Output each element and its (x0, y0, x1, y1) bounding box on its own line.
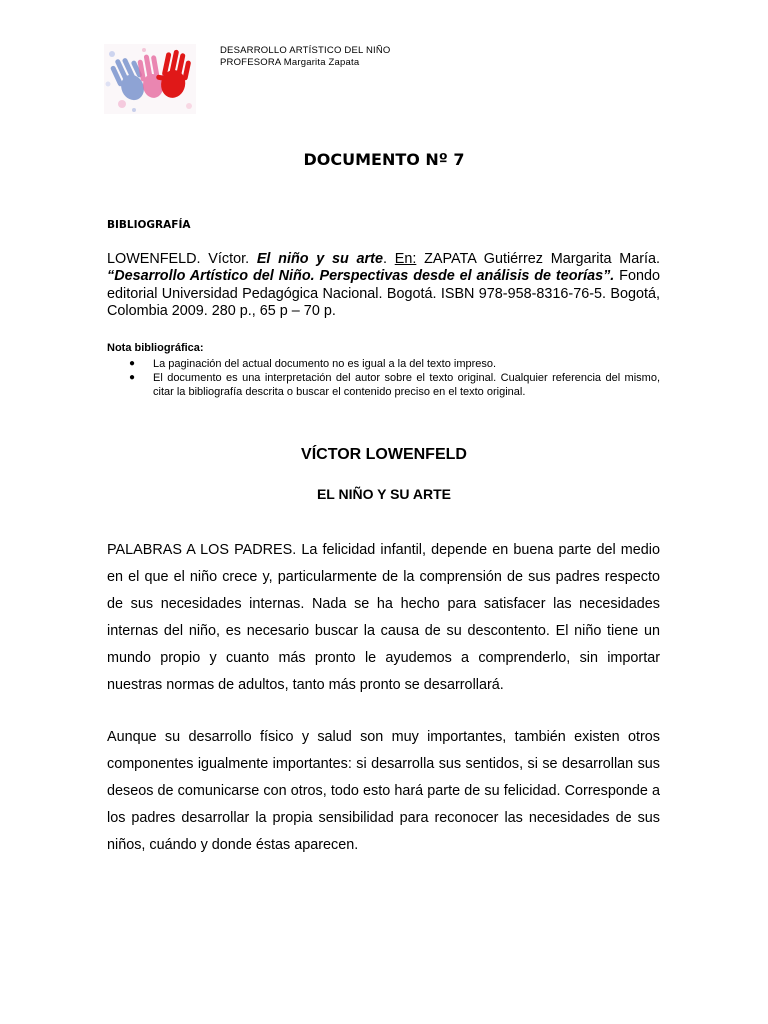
professor-name: PROFESORA Margarita Zapata (220, 57, 360, 68)
bibliography-reference (107, 251, 660, 320)
ref-en: En: (394, 251, 417, 267)
ref-book-title: El niño y su arte (256, 251, 383, 267)
course-name: DESARROLLO ARTÍSTICO DEL NIÑO (220, 45, 391, 56)
bibliography-label: BIBLIOGRAFÍA (107, 219, 191, 231)
hands-paint-logo (104, 44, 196, 114)
note-item: ● El documento es una interpretación del autor sobre el texto original. Cualquier referencia del mismo, citar la bibliografía descrita o buscar el contenido preciso en el texto original. (129, 372, 660, 398)
document-header (220, 45, 391, 69)
ref-editor: ZAPATA Gutiérrez Margarita María. (416, 251, 661, 267)
ref-collection-title: “Desarrollo Artístico del Niño. Perspectivas desde el análisis de teorías”. (107, 268, 615, 285)
note-item: ● La paginación del actual documento no es igual a la del texto impreso. (129, 358, 497, 370)
ref-separator: . (382, 251, 395, 267)
author-heading: VÍCTOR LOWENFELD (301, 446, 467, 463)
ref-publisher: Fondo editorial Universidad Pedagógica Nacional. Bogotá. ISBN 978-958-8316-76-5. Bogotá, Colombia 2009. 280 p., 65 p – 70 p. (107, 268, 660, 319)
document-title: DOCUMENTO Nº 7 (303, 150, 465, 169)
note-list (107, 357, 660, 399)
body-paragraph: PALABRAS A LOS PADRES. La felicidad infantil, depende en buena parte del medio en el que el niño crece y, particularmente de la comprensión de sus padres respecto de sus necesidades internas. Nada se ha hecho para satisfacer las necesidades internas del niño, es necesario buscar la causa de su descontento. El niño tiene un mundo propio y cuanto más pronto le ayudemos a comprenderlo, sin importar nuestras normas de adultos, tanto más pronto se desarrollará. (107, 542, 660, 693)
work-heading: EL NIÑO Y SU ARTE (316, 486, 452, 502)
bullet-icon: ● (129, 372, 136, 383)
ref-author: LOWENFELD. Víctor. (107, 251, 257, 267)
bullet-icon: ● (129, 358, 136, 369)
body-paragraph: Aunque su desarrollo físico y salud son muy importantes, también existen otros componentes igualmente importantes: si desarrolla sus sentidos, si se desarrollan sus deseos de comunicarse con otros, todo esto hará parte de su felicidad. Corresponde a los padres desarrollar la propia sensibilidad para reconocer las necesidades de sus niños, cuándo y donde éstas aparecen. (107, 729, 660, 853)
note-label: Nota bibliográfica: (107, 342, 204, 354)
